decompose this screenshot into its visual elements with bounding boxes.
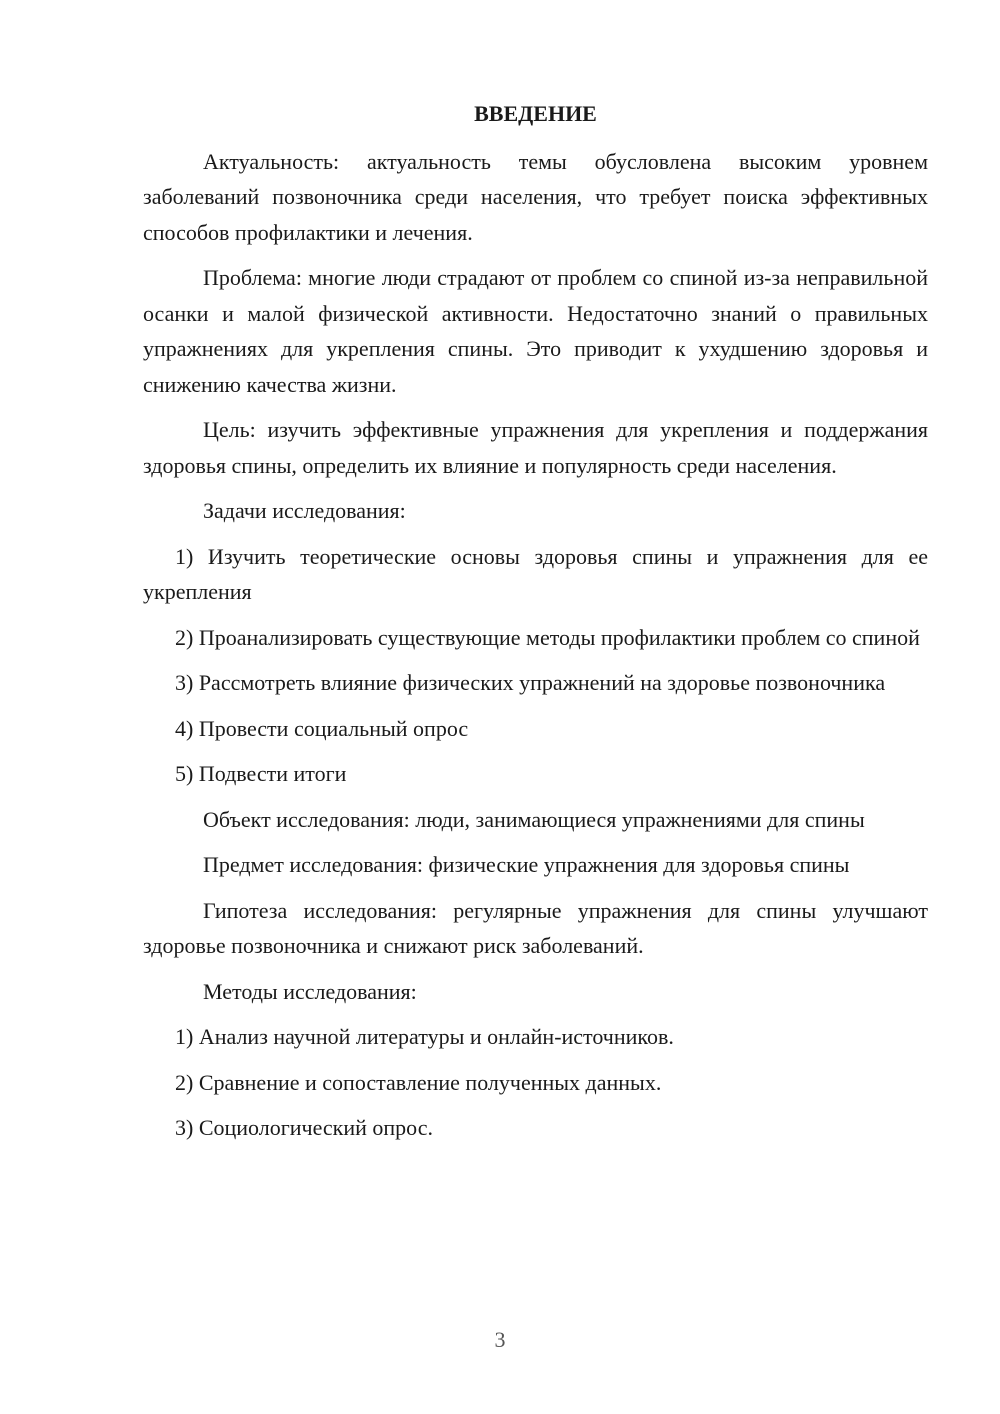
method-item-2: 2) Сравнение и сопоставление полученных данных. xyxy=(175,1069,662,1095)
methods-heading: Методы исследования: xyxy=(203,978,417,1004)
method-item-3: 3) Социологический опрос. xyxy=(175,1115,433,1140)
task-item-4: 4) Провести социальный опрос xyxy=(175,715,469,741)
relevance-paragraph: Актуальность: актуальность темы обусловлена высоким уровнем заболеваний позвоночника среди населения, что требует поиска эффективных способов профилактики и лечения. xyxy=(143,148,928,245)
subject-paragraph: Предмет исследования: физические упражнения для здоровья спины xyxy=(203,852,850,877)
task-item-3: 3) Рассмотреть влияние физических упражнений на здоровье позвоночника xyxy=(175,670,886,695)
goal-paragraph: Цель: изучить эффективные упражнения для укрепления и поддержания здоровья спины, определить их влияние и популярность среди населения. xyxy=(143,417,928,478)
task-item-1: 1) Изучить теоретические основы здоровья спины и упражнения для ее укрепления xyxy=(143,543,928,604)
section-heading: ВВЕДЕНИЕ xyxy=(474,101,597,126)
page-content xyxy=(143,96,928,1156)
task-item-5: 5) Подвести итоги xyxy=(175,761,347,786)
method-item-1: 1) Анализ научной литературы и онлайн-источников. xyxy=(175,1024,674,1049)
hypothesis-paragraph: Гипотеза исследования: регулярные упражнения для спины улучшают здоровье позвоночника и снижают риск заболеваний. xyxy=(143,897,928,958)
problem-paragraph: Проблема: многие люди страдают от проблем со спиной из-за неправильной осанки и малой физической активности. Недостаточно знаний о правильных упражнениях для укрепления спины. Это приводит к ухудшению здоровья и снижению качества жизни. xyxy=(143,265,928,397)
page-number: 3 xyxy=(494,1327,506,1352)
task-item-2: 2) Проанализировать существующие методы профилактики проблем со спиной xyxy=(175,624,920,650)
tasks-heading: Задачи исследования: xyxy=(203,498,406,523)
object-paragraph: Объект исследования: люди, занимающиеся упражнениями для спины xyxy=(203,806,865,832)
